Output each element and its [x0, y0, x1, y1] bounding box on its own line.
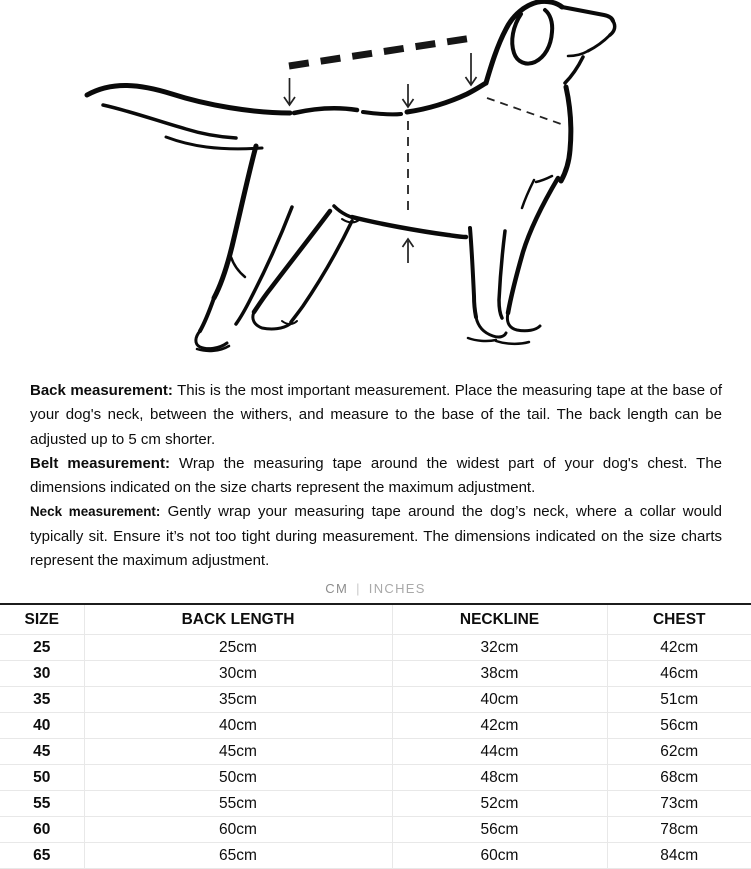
value-cell: 65cm: [84, 843, 392, 869]
unit-inches-button[interactable]: INCHES: [368, 581, 426, 597]
size-table-body: [0, 635, 751, 869]
header-chest: CHEST: [607, 604, 751, 635]
table-row: [0, 687, 751, 713]
size-cell: 55: [0, 791, 84, 817]
table-row: [0, 635, 751, 661]
table-row: [0, 843, 751, 869]
arrow-down-icon: [466, 53, 477, 85]
size-cell: 45: [0, 739, 84, 765]
back-measurement-text: This is the most important measurement. Place the measuring tape at the base of your dog's neck, between the withers, and measure to the base of the tail. The back length can be adjusted up to 5 cm shorter.: [30, 382, 723, 448]
value-cell: 25cm: [84, 635, 392, 661]
belt-measurement-text: Wrap the measuring tape around the widest part of your dog's chest. The dimensions indicated on the size charts represent the maximum adjustment.: [30, 454, 722, 497]
back-length-guide: [284, 38, 477, 107]
value-cell: 42cm: [392, 713, 607, 739]
neck-measurement-label: Neck measurement:: [30, 504, 161, 520]
neck-dashed-line: [487, 98, 561, 124]
arrow-up-icon: [403, 239, 414, 263]
back-measurement-paragraph: [30, 379, 722, 452]
measurement-instructions: [0, 376, 751, 573]
value-cell: 40cm: [84, 713, 392, 739]
header-neckline: NECKLINE: [392, 604, 607, 635]
value-cell: 60cm: [84, 817, 392, 843]
value-cell: 50cm: [84, 765, 392, 791]
arrow-down-icon: [403, 84, 414, 107]
size-cell: 35: [0, 687, 84, 713]
value-cell: 55cm: [84, 791, 392, 817]
value-cell: 35cm: [84, 687, 392, 713]
value-cell: 60cm: [392, 843, 607, 869]
value-cell: 30cm: [84, 661, 392, 687]
value-cell: 32cm: [392, 635, 607, 661]
value-cell: 38cm: [392, 661, 607, 687]
value-cell: 42cm: [607, 635, 751, 661]
value-cell: 52cm: [392, 791, 607, 817]
value-cell: 68cm: [607, 765, 751, 791]
value-cell: 73cm: [607, 791, 751, 817]
value-cell: 62cm: [607, 739, 751, 765]
size-cell: 65: [0, 843, 84, 869]
value-cell: 84cm: [607, 843, 751, 869]
size-table: [0, 603, 751, 869]
unit-cm-button[interactable]: CM: [325, 581, 349, 597]
size-cell: 60: [0, 817, 84, 843]
table-row: [0, 765, 751, 791]
back-dashed-line: [289, 38, 472, 66]
table-row: [0, 791, 751, 817]
dog-measurement-illustration: [0, 0, 751, 376]
unit-toggle-divider: |: [356, 581, 361, 597]
size-cell: 30: [0, 661, 84, 687]
value-cell: 46cm: [607, 661, 751, 687]
chest-girth-guide: [403, 121, 414, 263]
value-cell: 45cm: [84, 739, 392, 765]
neck-measurement-text: Gently wrap your measuring tape around the dog’s neck, where a collar would typically sit. Ensure it’s not too tight during measurement. The dimensions indicated on the size charts represent the maximum adjustment.: [30, 503, 722, 570]
table-row: [0, 661, 751, 687]
value-cell: 40cm: [392, 687, 607, 713]
value-cell: 51cm: [607, 687, 751, 713]
belt-measurement-label: Belt measurement:: [30, 454, 170, 472]
value-cell: 44cm: [392, 739, 607, 765]
table-row: [0, 739, 751, 765]
value-cell: 56cm: [607, 713, 751, 739]
neck-measurement-paragraph: [30, 500, 722, 573]
size-cell: 25: [0, 635, 84, 661]
size-cell: 40: [0, 713, 84, 739]
back-measurement-label: Back measurement:: [30, 382, 173, 399]
dog-line-art: [87, 1, 615, 351]
unit-toggle: [0, 581, 751, 596]
size-table-header: [0, 604, 751, 635]
value-cell: 56cm: [392, 817, 607, 843]
arrow-down-icon: [284, 78, 295, 105]
value-cell: 78cm: [607, 817, 751, 843]
belt-measurement-paragraph: [30, 452, 722, 501]
header-size: SIZE: [0, 604, 84, 635]
neck-girth-guide: [487, 98, 561, 124]
table-row: [0, 817, 751, 843]
size-cell: 50: [0, 765, 84, 791]
table-row: [0, 713, 751, 739]
value-cell: 48cm: [392, 765, 607, 791]
header-back-length: BACK LENGTH: [84, 604, 392, 635]
